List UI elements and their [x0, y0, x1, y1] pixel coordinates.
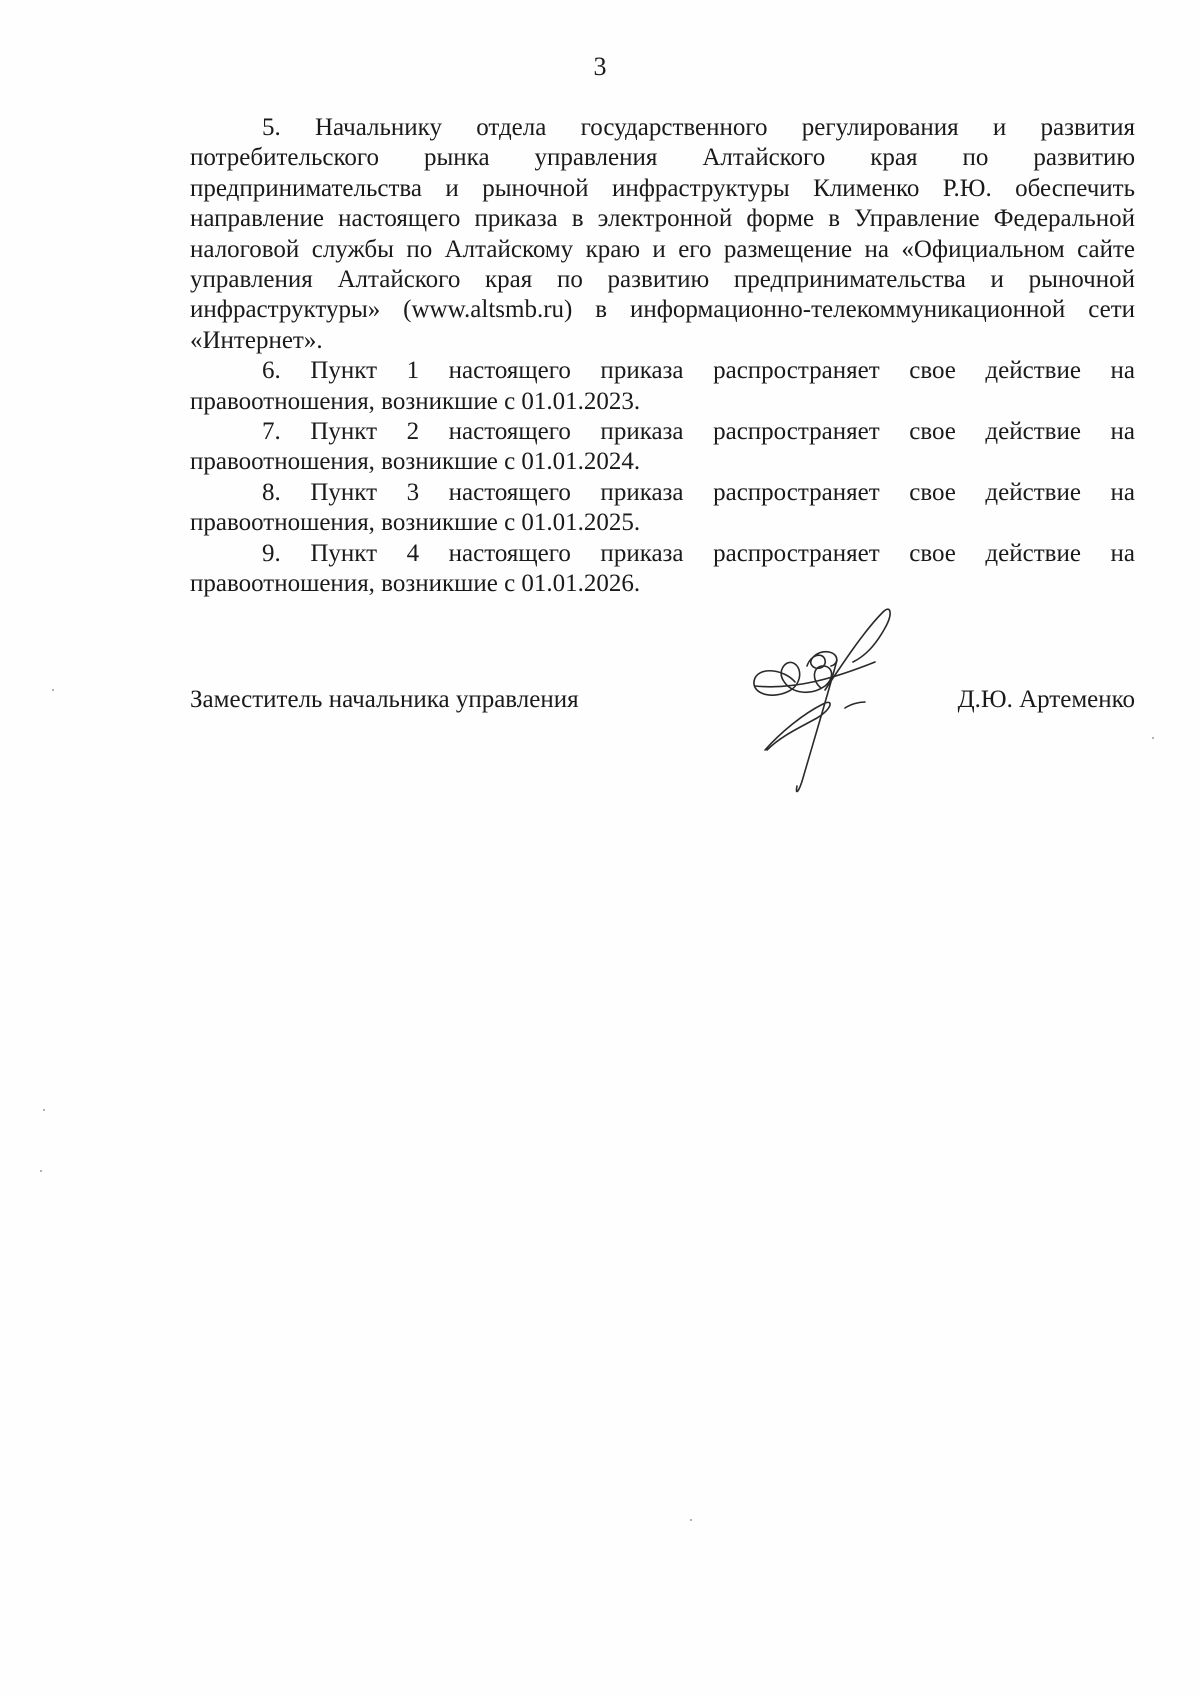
signatory-position: Заместитель начальника управления [190, 686, 579, 713]
page-number: 3 [593, 52, 607, 81]
scan-speck [690, 1519, 692, 1521]
scan-speck [40, 1170, 42, 1172]
scan-speck [52, 689, 54, 691]
scan-speck [43, 1109, 45, 1111]
paragraph-6: 6. Пункт 1 настоящего приказа распространяет свое действие на правоотношения, возникшие с 01.01.2023. [190, 357, 1135, 415]
signatory-name: Д.Ю. Артеменко [957, 686, 1135, 713]
scan-speck [1152, 737, 1154, 739]
paragraph-8: 8. Пункт 3 настоящего приказа распространяет свое действие на правоотношения, возникшие с 01.01.2025. [190, 478, 1135, 537]
document-body [190, 113, 1135, 600]
paragraph-7: 7. Пункт 2 настоящего приказа распространяет свое действие на правоотношения, возникшие с 01.01.2024. [190, 418, 1135, 476]
paragraph-9: 9. Пункт 4 настоящего приказа распространяет свое действие на правоотношения, возникшие с 01.01.2026. [190, 539, 1135, 598]
signature-block [190, 600, 1135, 820]
handwritten-signature [725, 600, 915, 800]
paragraph-5: 5. Начальнику отдела государственного регулирования и развития потребительского рынка управления Алтайского края по развитию предпринимательства и рыночной инфраструктуры Клименко Р.Ю. обеспечить направление настоящего приказа в электронной форме в Управление Федеральной налоговой службы по Алтайскому краю и его размещение на «Официальном сайте управления Алтайского края по развитию предпринимательства и рыночной инфраструктуры» (www.altsmb.ru) в информационно-телекоммуникационной сети «Интернет». [190, 114, 1135, 354]
